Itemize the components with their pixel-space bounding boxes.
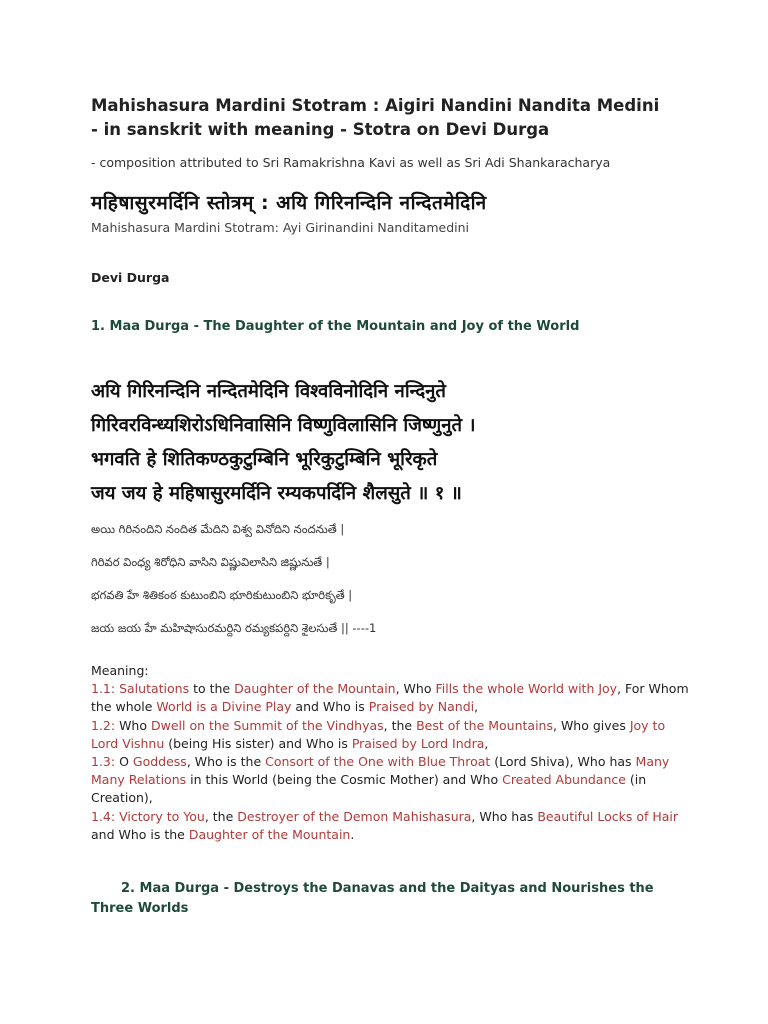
meaning-text: O [115, 754, 133, 770]
attribution-text: - composition attributed to Sri Ramakrishna Kavi as well as Sri Adi Shankaracharya [91, 155, 611, 170]
meaning-text: and Who is [291, 699, 369, 715]
highlight-phrase: Destroyer of the Demon Mahishasura [237, 808, 472, 824]
meaning-paragraph-2 [91, 717, 691, 753]
verse-line: अयि गिरिनन्दिनि नन्दितमेदिनि विश्वविनोदिनि नन्दिनुते [91, 381, 446, 402]
meaning-text: , For Whom the whole [91, 681, 689, 715]
highlight-phrase: Best of the Mountains [416, 717, 553, 733]
heading-line-1: 2. Maa Durga - Destroys the Danavas and the Daityas and Nourishes the [121, 881, 654, 896]
page-title [91, 94, 691, 142]
section-label: Devi Durga [91, 270, 170, 285]
telugu-line: జయ జయ హే మహిషాసురమర్దిని రమ్యకపర్దిని శైలసుతే || ----1 [91, 621, 377, 635]
meaning-text: . [350, 826, 355, 842]
verse-number: 1.3: [91, 754, 116, 770]
highlight-phrase: Praised by Lord Indra [351, 735, 485, 751]
highlight-phrase: Beautiful Locks of Hair [537, 808, 679, 824]
meaning-text: , [484, 735, 489, 751]
meaning-text: , Who [395, 681, 436, 697]
transliteration-text: Mahishasura Mardini Stotram: Ayi Girinandini Nanditamedini [91, 220, 469, 235]
meaning-text: and Who is the [91, 826, 189, 842]
telugu-line: గిరివర వింధ్య శిరోధిని వాసిని విష్ణువిలాసిని జిష్ణునుతే | [91, 555, 330, 569]
meaning-text: , the [204, 808, 238, 824]
highlight-phrase: Goddess [132, 754, 187, 770]
meaning-text: , Who has [471, 808, 538, 824]
highlight-phrase: Created Abundance [502, 772, 626, 788]
telugu-verse [91, 518, 376, 650]
meaning-text: Who [115, 717, 151, 733]
highlight-phrase: Victory to You [119, 808, 205, 824]
meaning-text: , the [383, 717, 417, 733]
verse-line: जय जय हे महिषासुरमर्दिनि रम्यकपर्दिनि शैलसुते ॥ १ ॥ [91, 483, 462, 504]
title-line-1: Mahishasura Mardini Stotram : Aigiri Nandini Nandita Medini [91, 96, 660, 115]
highlight-phrase: Consort of the One with Blue Throat [265, 754, 491, 770]
meaning-label: Meaning: [91, 663, 149, 678]
meaning-text: (in Creation), [91, 772, 647, 806]
highlight-phrase: Salutations [119, 681, 190, 697]
meaning-section [91, 662, 691, 844]
highlight-phrase: Praised by Nandi [368, 699, 475, 715]
heading-line-2: Three Worlds [91, 901, 189, 916]
verse-number: 1.2: [91, 717, 116, 733]
meaning-text: (Lord Shiva), Who has [490, 754, 636, 770]
meaning-text: (being His sister) and Who is [164, 735, 352, 751]
meaning-text: , [474, 699, 479, 715]
highlight-phrase: Daughter of the Mountain [234, 681, 396, 697]
verse-line: गिरिवरविन्ध्यशिरोऽधिनिवासिनि विष्णुविलासिनि जिष्णुनुते । [91, 415, 476, 436]
highlight-phrase: Fills the whole World with Joy [435, 681, 618, 697]
telugu-line: భగవతి హే శితికంఠ కుటుంబిని భూరికుటుంబిని భూరికృతే | [91, 588, 353, 602]
sanskrit-title: महिषासुरमर्दिनि स्तोत्रम् : अयि गिरिनन्दिनि नन्दितमेदिनि [91, 192, 487, 214]
highlight-phrase: Daughter of the Mountain [188, 826, 351, 842]
verse-2-heading [91, 879, 681, 919]
meaning-paragraph-3 [91, 753, 691, 808]
sanskrit-verse [91, 375, 476, 511]
verse-number: 1.4: [91, 808, 116, 824]
verse-1-heading: 1. Maa Durga - The Daughter of the Mountain and Joy of the World [91, 319, 580, 334]
verse-line: भगवति हे शितिकण्ठकुटुम्बिनि भूरिकुटुम्बिनि भूरिकृते [91, 449, 438, 470]
meaning-paragraph-1 [91, 680, 691, 716]
verse-number: 1.1: [91, 681, 116, 697]
highlight-phrase: Joy to Lord Vishnu [91, 717, 666, 751]
title-line-2: - in sanskrit with meaning - Stotra on Devi Durga [91, 120, 550, 139]
telugu-line: అయి గిరినందిని నందిత మేదిని విశ్వ వినోదిని నందనుతే | [91, 522, 345, 536]
highlight-phrase: World is a Divine Play [156, 699, 292, 715]
highlight-phrase: Dwell on the Summit of the Vindhyas [150, 717, 384, 733]
meaning-text: , Who is the [186, 754, 266, 770]
meaning-text: in this World (being the Cosmic Mother) and Who [186, 772, 503, 788]
meaning-text: to the [189, 681, 235, 697]
meaning-paragraph-4 [91, 808, 691, 844]
meaning-text: , Who gives [553, 717, 630, 733]
highlight-phrase: Many Many Relations [91, 754, 670, 788]
